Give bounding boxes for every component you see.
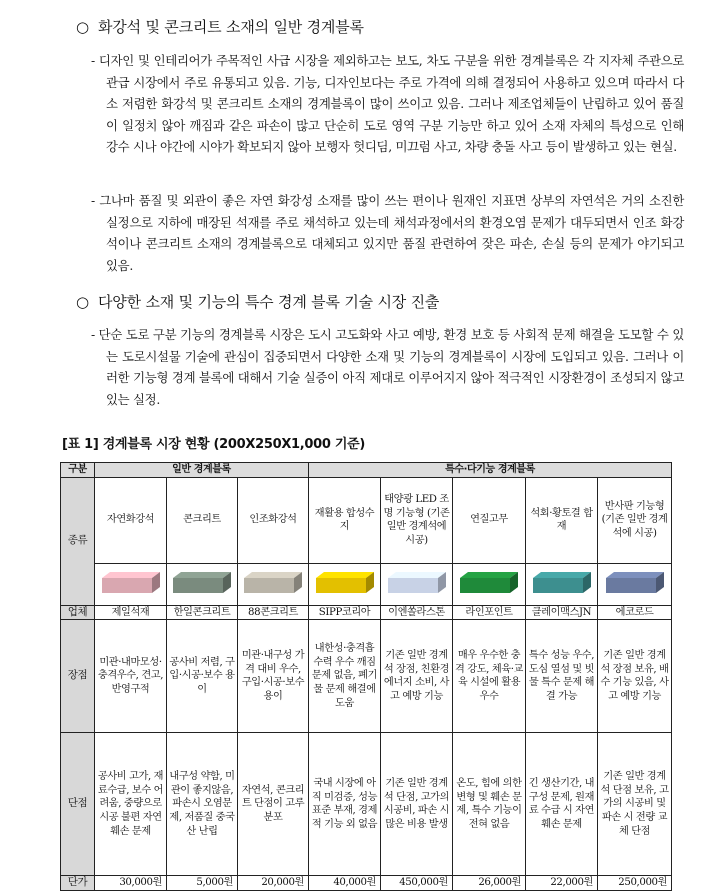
pros-row [61,620,672,733]
company-cell: 클레이맥스JN [526,605,598,620]
cons-cell: 공사비 고가, 재료수급, 보수 어려움, 중량으로 시공 불편 자연훼손 문제 [95,733,167,876]
cons-cell: 자연석, 콘크리트 단점이 고루 분포 [238,733,309,876]
row-label-type: 종류 [61,477,95,605]
pros-cell: 매우 우수한 충격 강도, 체육·교육 시설에 활용 우수 [453,620,526,733]
cons-cell: 온도, 힘에 의한 변형 및 훼손 문제, 특수 기능이 전혀 없음 [453,733,526,876]
section2-heading [76,291,439,312]
block-product-image [604,569,666,595]
block-product-image [171,569,233,595]
product-image-cell [381,563,453,605]
pros-cell: 기존 일반 경계석 장점 보유, 배수 기능 있음, 사고 예방 기능 [598,620,672,733]
product-image-cell [95,563,167,605]
section1-heading-text: 화강석 및 콘크리트 소재의 일반 경계블록 [98,18,364,36]
price-cell: 26,000원 [453,876,526,891]
price-cell: 22,000원 [526,876,598,891]
type-cell: 인조화강석 [238,477,309,563]
company-cell: 한일콘크리트 [167,605,238,620]
block-product-image [314,569,376,595]
pros-cell: 미관·내구성 가격 대비 우수, 구입·시공·보수 용이 [238,620,309,733]
block-product-image [242,569,304,595]
pros-cell: 기존 일반 경계석 장점, 친환경 에너지 소비, 사고 예방 기능 [381,620,453,733]
company-cell: 이엔쏠라스톤 [381,605,453,620]
product-image-cell [598,563,672,605]
cons-row [61,733,672,876]
section2-paragraph-1: - 단순 도로 구분 기능의 경계블록 시장은 도시 고도화와 사고 예방, 환경 보호 등 사회적 문제 해결을 도모할 수 있는 도로시설물 기술에 관심이 집중되면서 다양한 소재 및 기능의 경계블록이 시장에 도입되고 있음. 그러나 이러한 기능형 경계 블록에 대해서 기술 실증이 아직 제대로 이루어지지 않아 적극적인 시장환경이 조성되지 않고 있는 실정. [91,327,684,407]
price-cell: 450,000원 [381,876,453,891]
company-cell: 라인포인트 [453,605,526,620]
image-row [61,563,672,605]
type-cell: 콘크리트 [167,477,238,563]
cons-cell: 기존 일반 경계석 단점 보유, 고가의 시공비 및 파손 시 전량 교체 단점 [598,733,672,876]
block-product-image [100,569,162,595]
section2-heading-text: 다양한 소재 및 기능의 특수 경계 블록 기술 시장 진출 [98,293,440,311]
type-cell: 반사판 기능형 (기존 일반 경계석에 시공) [598,477,672,563]
block-product-image [531,569,593,595]
company-cell: 88콘크리트 [238,605,309,620]
type-cell: 재활용 합성수지 [309,477,381,563]
header-general-blocks: 일반 경계블록 [95,463,309,478]
pros-cell: 특수 성능 우수, 도심 열섬 및 빗물 특수 문제 해결 가능 [526,620,598,733]
price-cell: 40,000원 [309,876,381,891]
section2-bullet: ○ [76,293,89,311]
pros-cell: 내한성·충격흡수력 우수 깨짐문제 없음, 폐기물 문제 해결에 도움 [309,620,381,733]
type-cell: 태양광 LED 조명 기능형 (기존 일반 경계석에 시공) [381,477,453,563]
table-header-row [61,463,672,478]
company-cell: 제일석재 [95,605,167,620]
header-special-blocks: 특수·다기능 경계블록 [309,463,672,478]
price-cell: 20,000원 [238,876,309,891]
pros-cell: 미관·내마모성·충격우수, 견고, 반영구적 [95,620,167,733]
cons-cell: 국내 시장에 아직 미검증, 성능표준 부재, 경제적 기능 외 없음 [309,733,381,876]
product-image-cell [526,563,598,605]
header-category: 구분 [61,463,95,478]
price-cell: 5,000원 [167,876,238,891]
company-cell: SIPP코리아 [309,605,381,620]
product-image-cell [453,563,526,605]
type-cell: 연질고무 [453,477,526,563]
company-cell: 에코로드 [598,605,672,620]
market-status-table [60,462,672,891]
company-row [61,605,672,620]
row-label-cons: 단점 [61,733,95,876]
type-row [61,477,672,563]
cons-cell: 긴 생산기간, 내구성 문제, 원재료 수급 시 자연훼손 문제 [526,733,598,876]
pros-cell: 공사비 저렴, 구입·시공·보수 용이 [167,620,238,733]
section1-paragraph-2: - 그나마 품질 및 외관이 좋은 자연 화강성 소재를 많이 쓰는 편이나 원재인 지표면 상부의 자연석은 거의 소진한 실정으로 지하에 매장된 석재를 주로 채석하고 있는데 채석과정에서의 환경오염 문제가 대두되면서 인조 화강석이나 콘크리트 소재의 경계블록으로 대체되고 있지만 품질 관련하여 잦은 파손, 손실 등의 문제가 야기되고 있음. [91,193,684,273]
price-row [61,876,672,891]
product-image-cell [309,563,381,605]
row-label-price: 단가 [61,876,95,891]
section1-heading [76,16,364,37]
table-caption: [표 1] 경계블록 시장 현황 (200X250X1,000 기준) [62,437,366,452]
product-image-cell [167,563,238,605]
section1-bullet: ○ [76,18,89,36]
row-label-pros: 장점 [61,620,95,733]
price-cell: 250,000원 [598,876,672,891]
section1-paragraph-1: - 디자인 및 인테리어가 주목적인 사급 시장을 제외하고는 보도, 차도 구분을 위한 경계블록은 각 지자체 주관으로 관급 시장에서 주로 유통되고 있음. 기능, 디자인보다는 주로 가격에 의해 결정되어 사용하고 있으며 따라서 다소 저렴한 화강석 및 콘크리트 소재의 경계블록이 많이 쓰이고 있음. 그러나 제조업체들이 난립하고 있어 품질이 일정치 않아 깨짐과 같은 파손이 많고 단순히 도로 영역 구분 기능만 하고 있어 소재 자체의 특성으로 인해 강수 시나 야간에 시야가 확보되지 않아 보행자 헛디딤, 미끄럼 사고, 차량 충돌 사고 등이 발생하고 있는 현실. [91,53,684,154]
block-product-image [458,569,520,595]
type-cell: 석회·황토결 합재 [526,477,598,563]
row-label-company: 업체 [61,605,95,620]
cons-cell: 기존 일반 경계석 단점, 고가의 시공비, 파손 시 많은 비용 발생 [381,733,453,876]
price-cell: 30,000원 [95,876,167,891]
product-image-cell [238,563,309,605]
block-product-image [386,569,448,595]
type-cell: 자연화강석 [95,477,167,563]
cons-cell: 내구성 약함, 미관이 좋지않음, 파손시 오염문제, 저품질 중국산 난립 [167,733,238,876]
